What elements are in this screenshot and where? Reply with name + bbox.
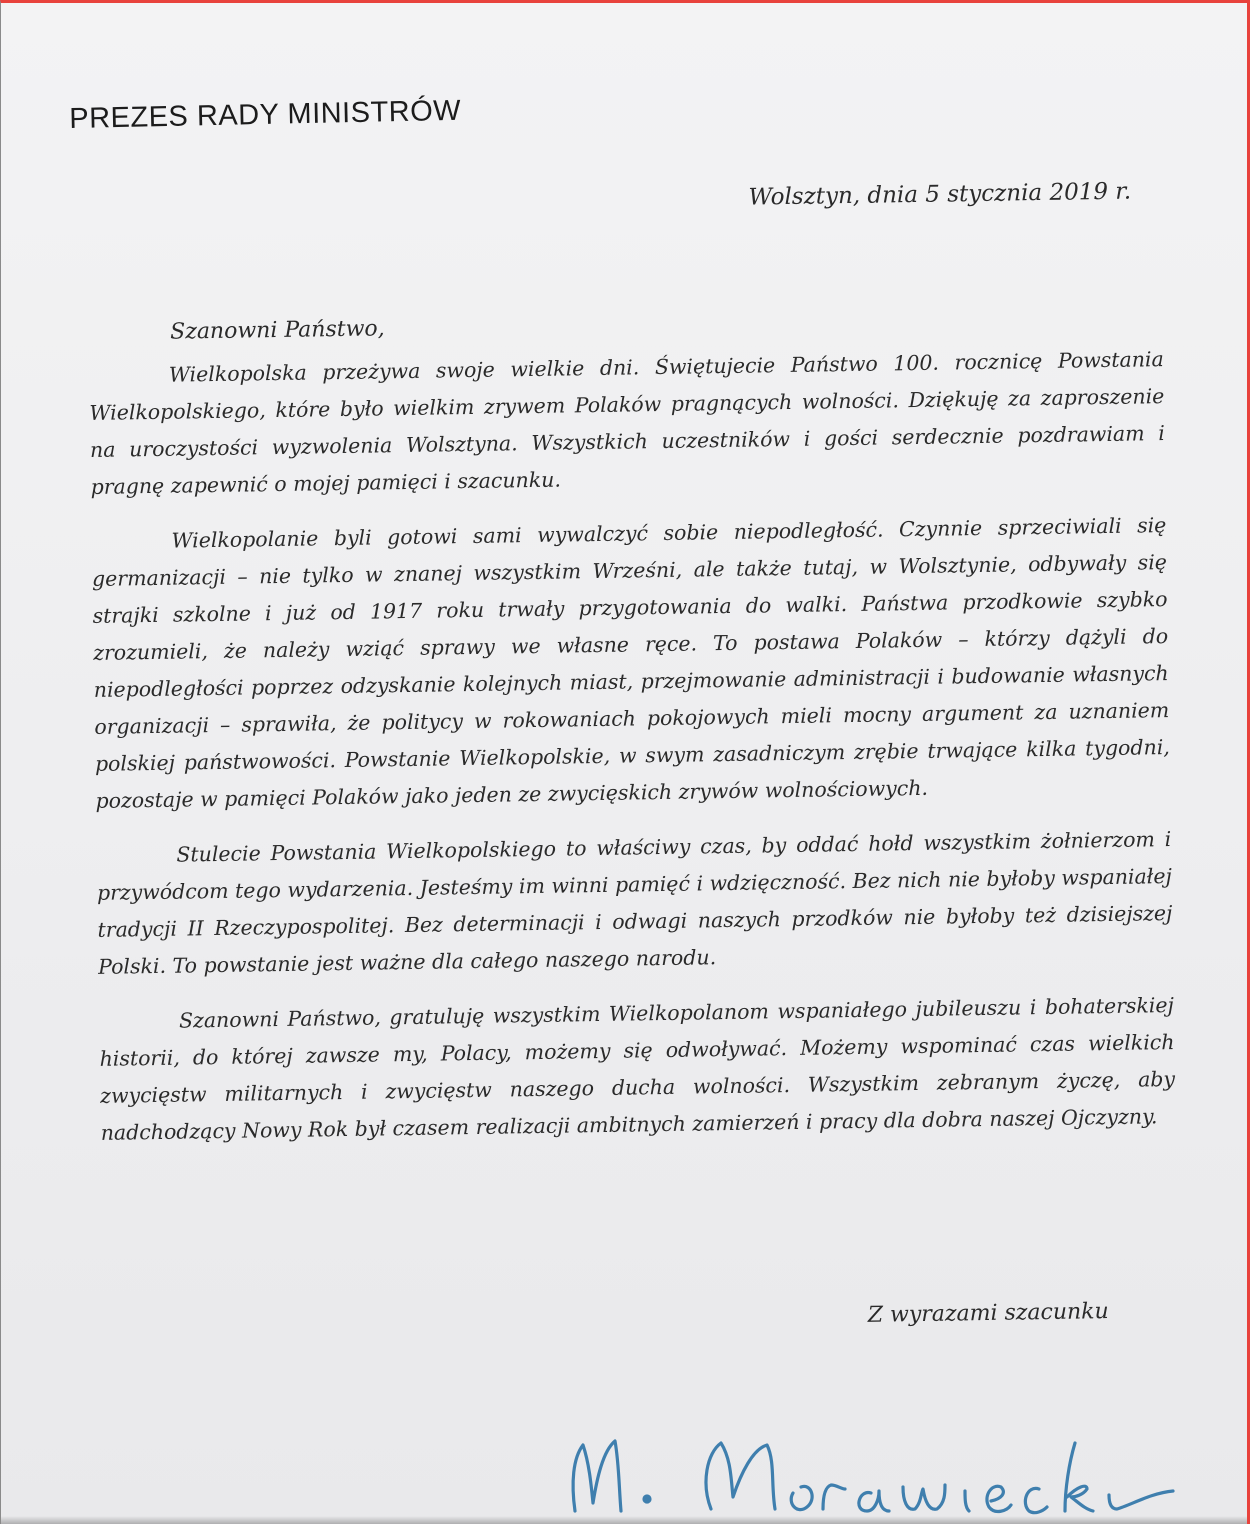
letter-paragraph-4: Szanowni Państwo, gratuluję wszystkim Wielkopolanom wspaniałego jubileuszu i bohaterskiej historii, do której zawsze my, Polacy, możemy się odwoływać. Możemy wspominać czas wielkich zwycięstw militarnych i zwycięstw naszego ducha wolności. Wszystkim zebranym życzę, aby nadchodzący Nowy Rok był czasem realizacji ambitnych zamierzeń i pracy dla dobra naszej Ojczyzny.: [99, 992, 1176, 1145]
letter-salutation: Szanowni Państwo,: [169, 316, 385, 345]
letter-date: Wolsztyn, dnia 5 stycznia 2019 r.: [748, 178, 1132, 211]
page-edge-shadow: [1, 1516, 1247, 1524]
letter-paragraph-2: Wielkopolanie byli gotowi sami wywalczyć sobie niepodległość. Czynnie sprzeciwiali się germanizacji – nie tylko w znanej wszystkim Wrześni, ale także tutaj, w Wolsztynie, odbywały się strajki szkolne i już od 1917 roku trwały przygotowania do walki. Państwa przodkowie szybko zrozumieli, że należy wziąć sprawy we własne ręce. To postawa Polaków – którzy dążyli do niepodległości poprzez odzyskanie kolejnych miast, przejmowanie administracji i budowanie własnych organizacji – sprawiła, że politycy w rokowaniach pokojowych mieli mocny argument za uznaniem polskiej państwowości. Powstanie Wielkopolskie, w swym zasadniczym zrębie trwające kilka tygodni, pozostaje w pamięci Polaków jako jeden ze zwycięskich zrywów wolnościowych.: [91, 513, 1171, 813]
letter-paragraph-3: Stulecie Powstania Wielkopolskiego to właściwy czas, by oddać hołd wszystkim żołnierzom i przywódcom tego wydarzenia. Jesteśmy im winni pamięć i wdzięczność. Bez nich nie byłoby wspaniałej tradycji II Rzeczypospolitej. Bez determinacji i odwagi naszych przodków nie byłoby też dzisiejszej Polski. To powstanie jest ważne dla całego naszego narodu.: [96, 827, 1173, 979]
handwritten-signature: [561, 1423, 1181, 1523]
letter-paragraph-1: Wielkopolska przeżywa swoje wielkie dni. Świętujecie Państwo 100. rocznicę Powstania Wielkopolskiego, które było wielkim zrywem Polaków pragnących wolności. Dziękuję za zaproszenie na uroczystości wyzwolenia Wolsztyna. Wszystkich uczestników i gości serdecznie pozdrawiam i pragnę zapewnić o mojej pamięci i szacunku.: [89, 347, 1166, 499]
letter-body: [89, 341, 1177, 1170]
letterhead-title: PREZES RADY MINISTRÓW: [69, 94, 462, 135]
letter-closing: Z wyrazami szacunku: [867, 1299, 1109, 1328]
